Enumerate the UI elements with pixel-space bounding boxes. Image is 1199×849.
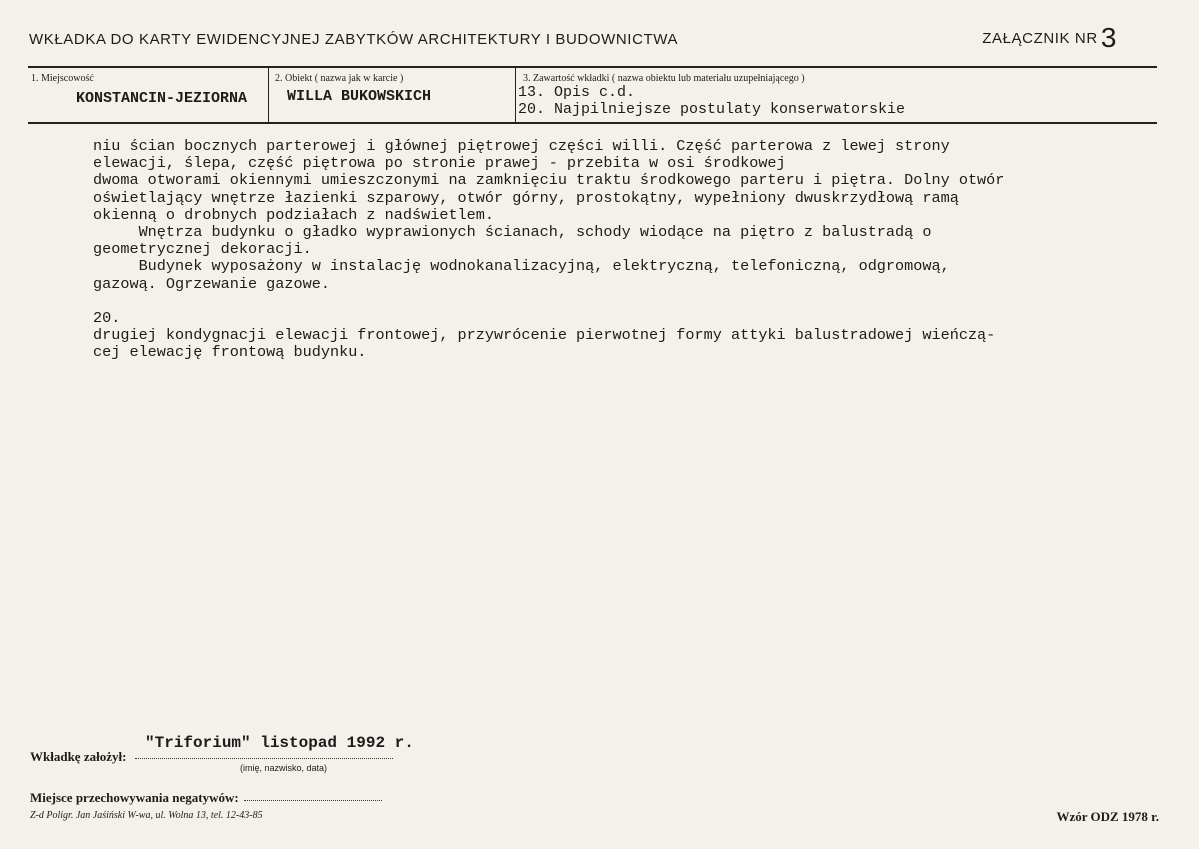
printer-imprint: Z-d Poligr. Jan Jaśiński W-wa, ul. Wolna 13, tel. 12-43-85 bbox=[30, 810, 263, 821]
obiekt-label: 2. Obiekt ( nazwa jak w karcie ) bbox=[275, 73, 404, 84]
attachment-label: ZAŁĄCZNIK NR bbox=[982, 30, 1098, 47]
header-rule-bottom bbox=[28, 122, 1157, 124]
signed-by-line bbox=[135, 758, 393, 759]
miejscowosc-label: 1. Miejscowość bbox=[31, 73, 94, 84]
attachment-number bbox=[982, 22, 1117, 54]
attachment-number-value: 3 bbox=[1100, 22, 1117, 53]
zawartosc-line-1: 13. Opis c.d. bbox=[518, 84, 636, 101]
negatives-label: Miejsce przechowywania negatywów: bbox=[30, 790, 239, 805]
field-divider-1 bbox=[268, 67, 269, 122]
field-divider-2 bbox=[515, 67, 516, 122]
signed-by-hint: (imię, nazwisko, data) bbox=[240, 763, 328, 773]
signed-by-label: Wkładkę założył: bbox=[30, 749, 127, 764]
zawartosc-label: 3. Zawartość wkładki ( nazwa obiektu lub materiału uzupełniającego ) bbox=[523, 73, 805, 84]
obiekt-value: WILLA BUKOWSKICH bbox=[287, 88, 432, 105]
miejscowosc-value: KONSTANCIN-JEZIORNA bbox=[76, 90, 248, 107]
zawartosc-line-2: 20. Najpilniejsze postulaty konserwatorskie bbox=[518, 101, 906, 118]
signed-by-value: "Triforium" listopad 1992 r. bbox=[145, 734, 414, 752]
header-rule-top bbox=[28, 66, 1157, 68]
form-version: Wzór ODZ 1978 r. bbox=[1056, 809, 1159, 824]
form-title: WKŁADKA DO KARTY EWIDENCYJNEJ ZABYTKÓW ARCHITEKTURY I BUDOWNICTWA bbox=[29, 31, 679, 48]
negatives-line bbox=[244, 800, 382, 801]
description-text: niu ścian bocznych parterowej i głównej piętrowej części willi. Część parterowa z lewej strony elewacji, ślepa, część piętrowa po stronie prawej - przebita w osi środkowej dwoma otworami okiennymi umieszczonymi na zamknięciu traktu środkowego parteru i piętra. Dolny otwór oświetlający wnętrze łazienki szparowy, otwór górny, prostokątny, wypełniony dwuskrzydłową ramą okienną o drobnych podziałach z nadświetlem. Wnętrza budynku o gładko wyprawionych ścianach, schody wiodące na piętro z balustradą o geometrycznej dekoracji. Budynek wyposażony w instalację wodnokanalizacyjną, elektryczną, telefoniczną, odgromową, gazową. Ogrzewanie gazowe. 20. drugiej kondygnacji elewacji frontowej, przywrócenie pierwotnej formy attyki balustradowej wieńczą- cej elewację frontową budynku. bbox=[93, 137, 1005, 362]
